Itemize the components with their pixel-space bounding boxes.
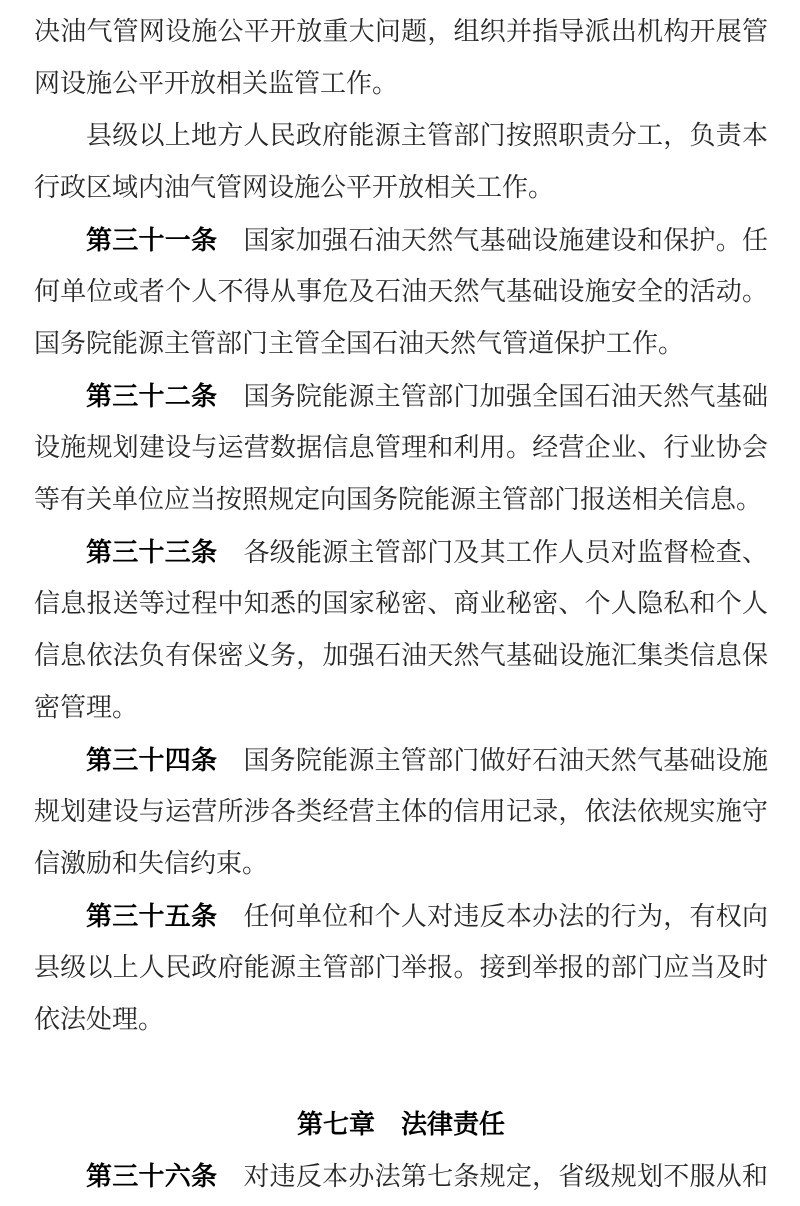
text-line <box>34 682 768 734</box>
line-text: 何单位或者个人不得从事危及石油天然气基础设施安全的活动。 <box>34 277 768 306</box>
text-line <box>34 578 768 630</box>
line-text: 设施规划建设与运营数据信息管理和利用。经营企业、行业协会 <box>34 433 768 462</box>
chapter-heading <box>34 1098 768 1150</box>
line-text: 县级以上地方人民政府能源主管部门按照职责分工，负责本 <box>86 121 768 150</box>
line-text: 信激励和失信约束。 <box>34 849 269 878</box>
text-line <box>34 162 768 214</box>
article-number: 第三十三条 <box>86 537 218 567</box>
line-text: 网设施公平开放相关监管工作。 <box>34 69 399 98</box>
line-text: 任何单位和个人对违反本办法的行为，有权向 <box>217 902 768 931</box>
line-text: 行政区域内油气管网设施公平开放相关工作。 <box>34 173 555 202</box>
line-text: 信息依法负有保密义务，加强石油天然气基础设施汇集类信息保 <box>34 641 768 670</box>
text-line <box>34 890 768 942</box>
text-line <box>34 474 768 526</box>
article-number: 第三十六条 <box>86 1161 218 1191</box>
line-text: 国务院能源主管部门主管全国石油天然气管道保护工作。 <box>34 329 685 358</box>
text-line <box>34 630 768 682</box>
text-line <box>34 734 768 786</box>
text-line <box>34 526 768 578</box>
text-line <box>34 6 768 58</box>
article-number: 第三十一条 <box>86 225 218 255</box>
article-number: 第三十四条 <box>86 745 218 775</box>
line-text: 密管理。 <box>34 693 139 722</box>
chapter-title: 法律责任 <box>401 1109 506 1139</box>
text-line <box>34 370 768 422</box>
text-line <box>34 1150 768 1202</box>
article-number: 第三十二条 <box>86 381 218 411</box>
text-line <box>34 942 768 994</box>
text-line <box>34 110 768 162</box>
chapter-number: 第七章 <box>296 1109 375 1139</box>
line-text: 依法处理。 <box>34 1005 165 1034</box>
article-number: 第三十五条 <box>86 901 218 931</box>
line-text: 规划建设与运营所涉各类经营主体的信用记录，依法依规实施守 <box>34 797 768 826</box>
text-line <box>34 58 768 110</box>
text-line <box>34 318 768 370</box>
line-text: 县级以上人民政府能源主管部门举报。接到举报的部门应当及时 <box>34 953 768 982</box>
line-text: 决油气管网设施公平开放重大问题，组织并指导派出机构开展管 <box>34 17 768 46</box>
line-text: 各级能源主管部门及其工作人员对监督检查、 <box>217 538 768 567</box>
text-line <box>34 994 768 1046</box>
text-line <box>34 786 768 838</box>
text-line <box>34 214 768 266</box>
text-line <box>34 422 768 474</box>
line-text: 国家加强石油天然气基础设施建设和保护。任 <box>217 226 768 255</box>
line-text: 国务院能源主管部门做好石油天然气基础设施 <box>217 746 768 775</box>
text-line <box>34 838 768 890</box>
line-text: 对违反本办法第七条规定，省级规划不服从和 <box>217 1162 768 1191</box>
line-text: 信息报送等过程中知悉的国家秘密、商业秘密、个人隐私和个人 <box>34 589 768 618</box>
text-line <box>34 266 768 318</box>
blank-line <box>34 1046 768 1098</box>
line-text: 等有关单位应当按照规定向国务院能源主管部门报送相关信息。 <box>34 485 763 514</box>
line-text: 国务院能源主管部门加强全国石油天然气基础 <box>217 382 768 411</box>
